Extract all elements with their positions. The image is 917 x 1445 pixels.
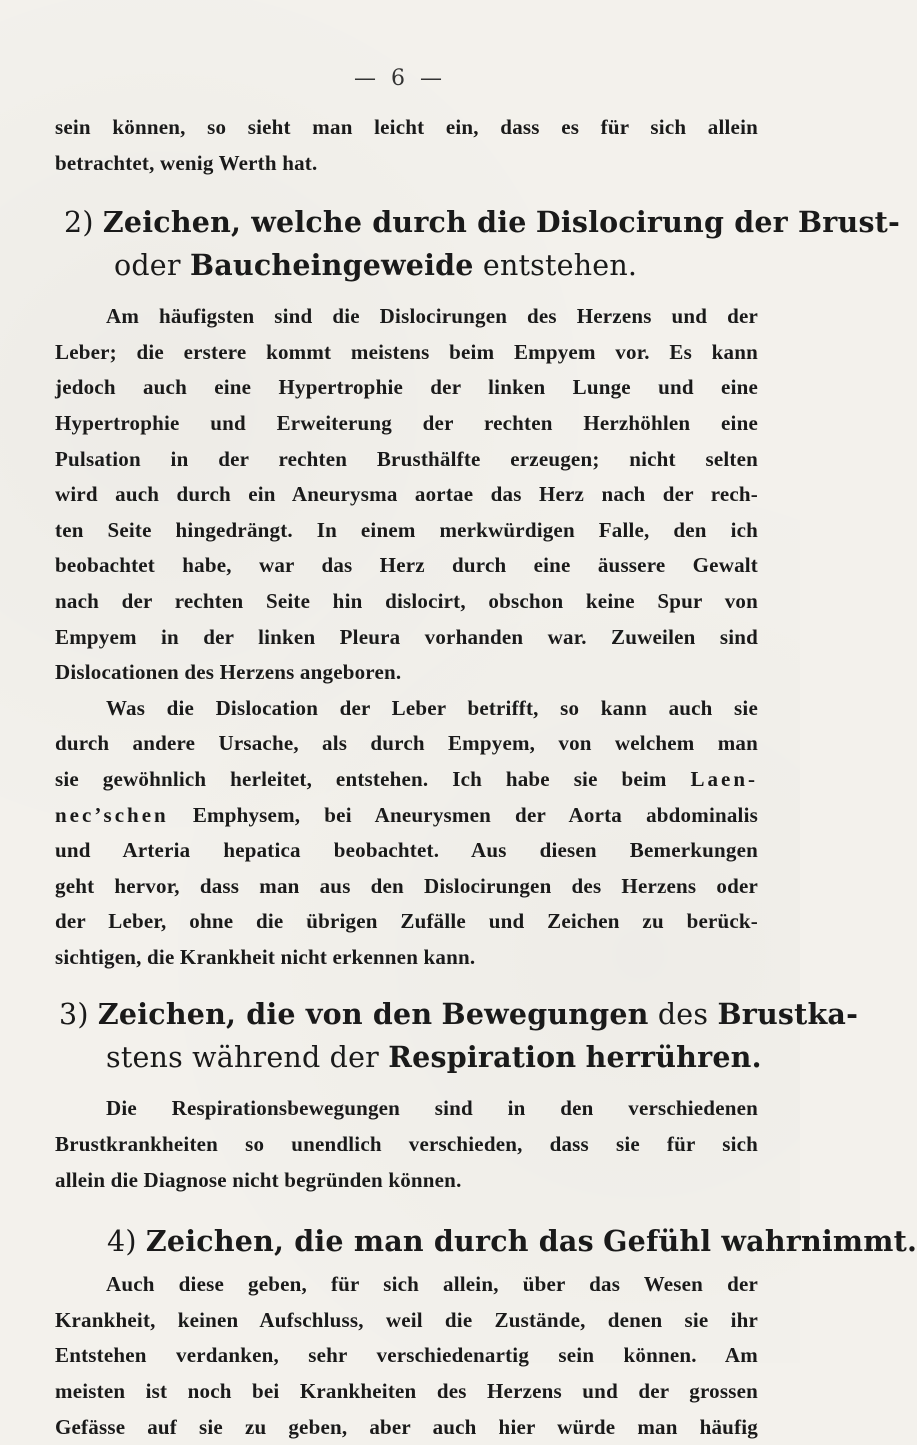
text-segment: sie gewöhnlich herleitet, entstehen. Ich habe sie beim [55, 766, 667, 791]
text-line: nach der rechten Seite hin dislocirt, obschon keine Spur von [55, 588, 758, 613]
heading-text: des [657, 998, 709, 1032]
text-line: beobachtet habe, war das Herz durch eine äussere Gewalt [55, 553, 758, 578]
text-line: Empyem in der linken Pleura vorhanden war. Zuweilen sind [55, 624, 758, 649]
text-line: Am häufigsten sind die Dislocirungen des Herzens und der [106, 304, 758, 329]
section-heading-2 [55, 201, 901, 287]
text-line: Die Respirationsbewegungen sind in den verschiedenen [106, 1096, 758, 1121]
section-number: 2) [64, 206, 94, 240]
person-name: nec’schen [55, 802, 169, 827]
text-line: Krankheit, keinen Aufschluss, weil die Zustände, denen sie ihr [55, 1307, 758, 1332]
paragraph-intro [55, 110, 758, 181]
text-line: meisten ist noch bei Krankheiten des Herzens und der grossen [55, 1379, 758, 1404]
heading-text: Zeichen, die man durch das [145, 1224, 594, 1259]
section-number: 4) [107, 1225, 137, 1259]
text-line [55, 798, 758, 834]
text-line: geht hervor, dass man aus den Dislocirungen des Herzens oder [55, 873, 758, 898]
text-line: sein können, so sieht man leicht ein, dass es für sich allein [55, 115, 758, 139]
text-line: durch andere Ursache, als durch Empyem, von welchem man [55, 731, 758, 756]
text-line: allein die Diagnose nicht begründen können. [55, 1167, 462, 1192]
heading-text: Brustka- [717, 997, 859, 1032]
text-line: Gefässe auf sie zu geben, aber auch hier würde man häufig [55, 1414, 758, 1439]
text-line: Leber; die erstere kommt meistens beim Empyem vor. Es kann [55, 339, 758, 364]
page-body [55, 110, 917, 1445]
heading-text: Zeichen, die von den [97, 997, 433, 1032]
section-number: 3) [59, 998, 89, 1032]
text-line: ten Seite hingedrängt. In einem merkwürdigen Falle, den ich [55, 517, 758, 542]
text-line: Dislocationen des Herzens angeboren. [55, 660, 402, 685]
heading-text: stens während der [106, 1041, 380, 1075]
text-line: der Leber, ohne die übrigen Zufälle und Zeichen zu berück- [55, 909, 758, 934]
text-line: jedoch auch eine Hypertrophie der linken Lunge und eine [55, 375, 758, 400]
person-name: Laen- [690, 766, 758, 791]
text-line: Pulsation in der rechten Brusthälfte erzeugen; nicht selten [55, 446, 758, 471]
text-line: Brustkrankheiten so unendlich verschieden, dass sie für sich [55, 1132, 758, 1157]
paragraph [55, 1267, 758, 1445]
page-number: — 6 — [354, 66, 446, 91]
text-segment: Emphysem, bei Aneurysmen der Aorta abdominalis [192, 802, 758, 827]
text-line: Was die Dislocation der Leber betrifft, so kann auch sie [106, 695, 758, 720]
text-line: wird auch durch ein Aneurysma aortae das Herz nach der rech- [55, 482, 758, 507]
text-line: und Arteria hepatica beobachtet. Aus diesen Bemerkungen [55, 838, 758, 863]
heading-text: Gefühl wahrnimmt. [603, 1224, 917, 1259]
paragraph [55, 299, 758, 691]
paragraph [55, 691, 758, 976]
heading-text: entstehen. [482, 249, 638, 283]
heading-text: Dislocirung der Brust- [535, 205, 901, 240]
text-line: Auch diese geben, für sich allein, über das Wesen der [106, 1272, 758, 1297]
heading-text: oder [114, 249, 181, 283]
section-heading-4 [55, 1220, 917, 1263]
text-line [55, 762, 758, 798]
text-line: Hypertrophie und Erweiterung der rechten Herzhöhlen eine [55, 410, 758, 435]
text-line: Entstehen verdanken, sehr verschiedenartig sein können. Am [55, 1343, 758, 1368]
heading-text: herrühren. [585, 1040, 762, 1075]
heading-text: Zeichen, welche durch die [102, 205, 527, 240]
text-line: betrachtet, wenig Werth hat. [55, 150, 318, 175]
heading-text: Bewegungen [441, 997, 649, 1032]
text-line: sichtigen, die Krankheit nicht erkennen kann. [55, 944, 476, 969]
heading-text: Baucheingeweide [189, 248, 474, 283]
paragraph [55, 1091, 758, 1198]
heading-text: Respiration [388, 1040, 577, 1075]
section-heading-3 [55, 993, 859, 1079]
